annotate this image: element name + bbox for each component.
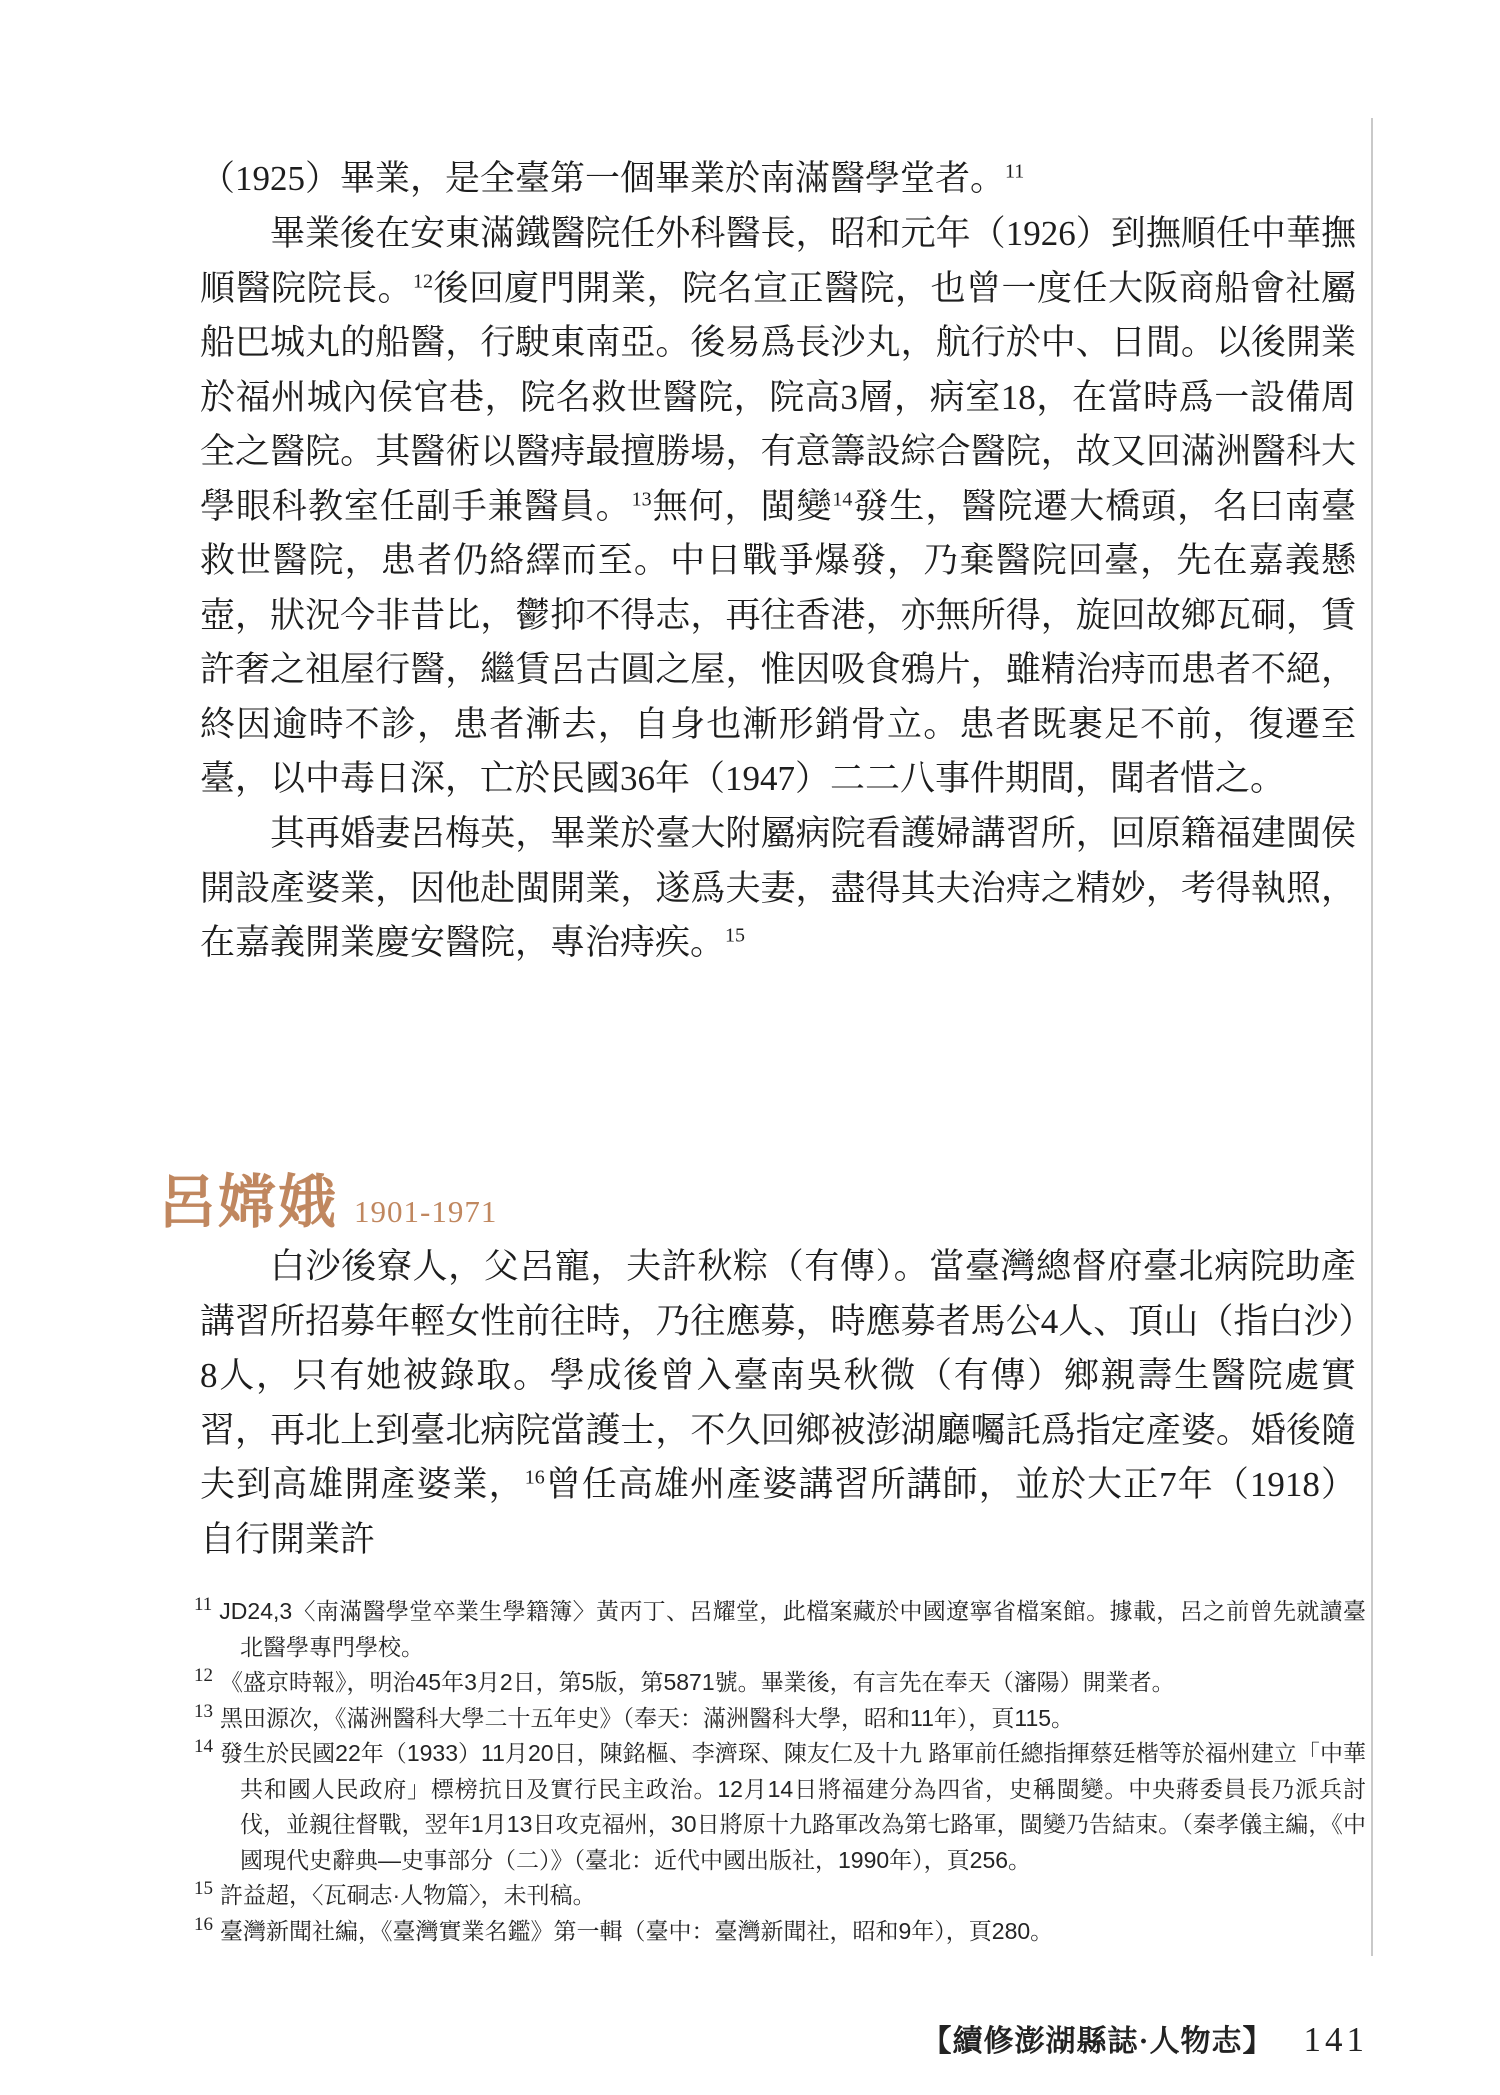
section-heading xyxy=(158,1155,497,1239)
page-footer xyxy=(921,2016,1368,2060)
footnote-text: JD24,3〈南滿醫學堂卒業生學籍簿〉黃丙丁、呂耀堂，此檔案藏於中國遼寧省檔案館。據載，呂之前曾先就讀臺北醫學專門學校。 xyxy=(219,1598,1366,1660)
footnote-item xyxy=(182,1914,1366,1950)
footnote-text: 臺灣新聞社編，《臺灣實業名鑑》第一輯（臺中：臺灣新聞社，昭和9年），頁280。 xyxy=(220,1917,1054,1944)
footnote-ref: 14 xyxy=(832,487,853,510)
footnote-list xyxy=(182,1594,1366,1949)
body-paragraph: 白沙後寮人，父呂寵，夫許秋粽（有傳）。當臺灣總督府臺北病院助產講習所招募年輕女性前往時，乃往應募，時應募者馬公4人、頂山（指白沙）8人，只有她被錄取。學成後曾入臺南吳秋微（有傳）鄉親壽生醫院處實習，再北上到臺北病院當護士，不久回鄉被澎湖廳囑託爲指定產婆。婚後隨夫到高雄開產婆業，$^{16}$曾任高雄州產婆講習所講師，並於大正7年（1918）自行開業許 xyxy=(200,1247,1356,1559)
person-years: 1901-1971 xyxy=(354,1194,498,1229)
body-paragraph: 畢業後在安東滿鐵醫院任外科醫長，昭和元年（1926）到撫順任中華撫順醫院院長。$^{12}$後回廈門開業，院名宣正醫院，也曾一度任大阪商船會社屬船巴城丸的船醫，行駛東南亞。後易爲長沙丸，航行於中、日間。以後開業於福州城內侯官巷，院名救世醫院，院高3層，病室18，在當時爲一設備周全之醫院。其醫術以醫痔最擅勝場，有意籌設綜合醫院，故又回滿洲醫科大學眼科教室任副手兼醫員。$^{13}$無何，閩變$^{14}$發生，醫院遷大橋頭，名曰南臺救世醫院，患者仍絡繹而至。中日戰爭爆發，乃棄醫院回臺，先在嘉義懸壺，狀況今非昔比，鬱抑不得志，再往香港，亦無所得，旋回故鄉瓦硐，賃許奢之祖屋行醫，繼賃呂古圓之屋，惟因吸食鴉片，雖精治痔而患者不絕，終因逾時不診，患者漸去，自身也漸形銷骨立。患者既裹足不前，復遷至臺，以中毒日深，亡於民國36年（1947）二二八事件期間，聞者惜之。 xyxy=(200,214,1356,798)
footnote-number: 11 xyxy=(194,1594,213,1616)
body-paragraph: 其再婚妻呂梅英，畢業於臺大附屬病院看護婦講習所，回原籍福建閩侯開設產婆業，因他赴閩開業，遂爲夫妻，盡得其夫治痔之精妙，考得執照，在嘉義開業慶安醫院，專治痔疾。$^{15}$ xyxy=(200,814,1356,962)
footnote-item xyxy=(182,1701,1366,1737)
footnote-text: 發生於民國22年（1933）11月20日，陳銘樞、李濟琛、陳友仁及十九 路軍前任總指揮蔡廷楷等於福州建立「中華共和國人民政府」標榜抗日及實行民主政治。12月14日將福建分為四省，史稱閩變。中央蔣委員長乃派兵討伐，並親往督戰，翌年1月13日攻克福州，30日將原十九路軍改為第七路軍，閩變乃告結束。（秦孝儀主編，《中國現代史辭典—史事部分（二）》（臺北：近代中國出版社，1990年），頁256。 xyxy=(220,1740,1366,1873)
footnote-number: 13 xyxy=(194,1700,213,1722)
footnote-ref: 13 xyxy=(631,487,652,510)
footnote-number: 12 xyxy=(194,1665,213,1687)
footnote-item xyxy=(182,1594,1366,1665)
footnote-item xyxy=(182,1665,1366,1701)
footnote-ref: 16 xyxy=(524,1466,545,1489)
footnote-text: 《盛京時報》，明治45年3月2日，第5版，第5871號。畢業後，有言先在奉天（瀋陽）開業者。 xyxy=(220,1669,1175,1695)
footnote-number: 15 xyxy=(194,1878,213,1900)
page-number: 141 xyxy=(1303,2020,1368,2059)
book-title: 【續修澎湖縣誌·人物志】 xyxy=(921,2025,1274,2058)
footnote-ref: 11 xyxy=(1005,160,1025,183)
person-name: 呂嫦娥 xyxy=(158,1170,339,1235)
column-rule xyxy=(1371,118,1373,1956)
footnote-number: 16 xyxy=(194,1913,213,1935)
footnote-ref: 15 xyxy=(725,924,746,947)
body-paragraph-continued: （1925）畢業，是全臺第一個畢業於南滿醫學堂者。$^{11}$ xyxy=(200,159,1025,198)
footnote-number: 14 xyxy=(194,1736,213,1758)
footnote-text: 黑田源次，《滿洲醫科大學二十五年史》（奉天：滿洲醫科大學，昭和11年），頁115。 xyxy=(220,1704,1075,1731)
footnote-ref: 12 xyxy=(413,269,433,292)
footnote-item xyxy=(182,1878,1366,1914)
footnote-text: 許益超，〈瓦硐志·人物篇〉，未刊稿。 xyxy=(220,1882,596,1908)
footnote-item xyxy=(182,1736,1366,1878)
